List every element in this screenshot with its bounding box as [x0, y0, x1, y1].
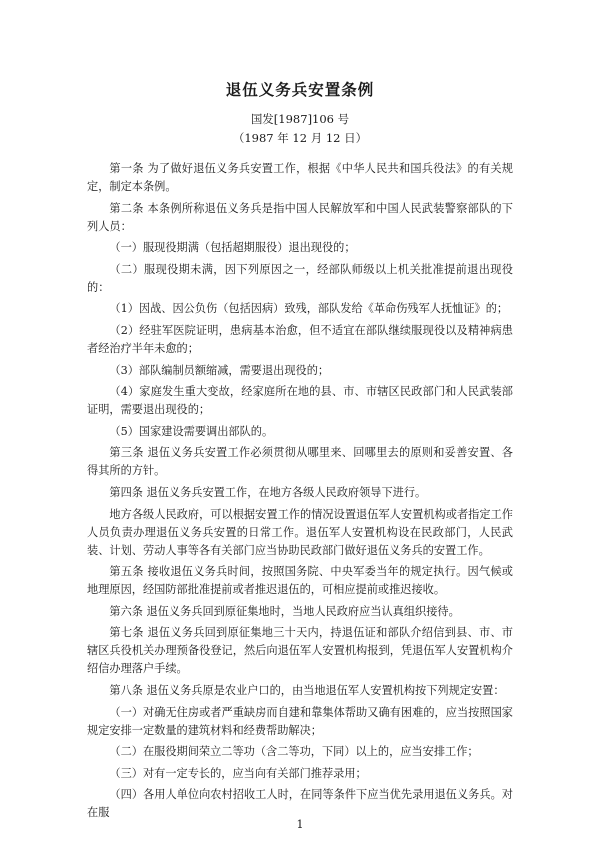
paragraph: 第一条 为了做好退伍义务兵安置工作，根据《中华人民共和国兵役法》的有关规定，制定本条例。	[87, 162, 513, 193]
paragraph: 地方各级人民政府，可以根据安置工作的情况设置退伍军人安置机构或者指定工作人员负责办理退伍义务兵安置的日常工作。退伍军人安置机构设在民政部门，人民武装、计划、劳动人事等各有关部门应当协助民政部门做好退伍义务兵的安置工作。	[87, 507, 513, 557]
paragraph: （二）在服役期间荣立二等功（含二等功，下同）以上的，应当安排工作；	[109, 745, 479, 759]
paragraph: （二）服现役期未满，因下列原因之一，经部队师级以上机关批准提前退出现役的：	[87, 262, 513, 294]
paragraph: 第六条 退伍义务兵回到原征集地时，当地人民政府应当认真组织接待。	[109, 604, 460, 618]
paragraph: （一）对确无住房或者严重缺房而自建和靠集体帮助又确有困难的，应当按照国家规定安排一定数量的建筑材料和经费帮助解决；	[87, 705, 513, 737]
paragraph: （三）对有一定专长的，应当向有关部门推荐录用；	[109, 766, 367, 780]
paragraph: （5）国家建设需要调出部队的。	[109, 424, 274, 438]
paragraph: 第三条 退伍义务兵安置工作必须贯彻从哪里来、回哪里去的原则和妥善安置、各得其所的方针。	[87, 446, 513, 478]
paragraph: （2）经驻军医院证明，患病基本治愈，但不适宜在部队继续服现役以及精神病患者经治疗半年未愈的；	[87, 323, 513, 355]
paragraph: （4）家庭发生重大变故，经家庭所在地的县、市、市辖区民政部门和人民武装部证明，需要退出现役的；	[87, 385, 513, 417]
paragraph: （四）各用人单位向农村招收工人时，在同等条件下应当优先录用退伍义务兵。对在服	[87, 788, 513, 820]
paragraph: 第四条 退伍义务兵安置工作，在地方各级人民政府领导下进行。	[109, 485, 427, 499]
document-title: 退伍义务兵安置条例	[225, 81, 375, 99]
paragraph: （1）因战、因公负伤（包括因病）致残，部队发给《革命伤残军人抚恤证》的；	[109, 302, 509, 316]
paragraph: 第五条 接收退伍义务兵时间，按照国务院、中央军委当年的规定执行。因气候或地理原因，经国防部批准提前或者推迟退伍的，可相应提前或推迟接收。	[87, 565, 513, 597]
paragraph: 第七条 退伍义务兵回到原征集地三十天内，持退伍证和部队介绍信到县、市、市辖区兵役机关办理预备役登记，然后向退伍军人安置机构报到，凭退伍军人安置机构介绍信办理落户手续。	[87, 626, 513, 676]
paragraph: 第二条 本条例所称退伍义务兵是指中国人民解放军和中国人民武装警察部队的下列人员：	[87, 201, 513, 233]
page-number: 1	[296, 818, 304, 831]
document-body	[87, 160, 513, 826]
paragraph: （一）服现役期满（包括超期服役）退出现役的；	[109, 241, 356, 255]
paragraph: （3）部队编制员额缩减，需要退出现役的；	[109, 363, 330, 377]
document-number: 国发[1987]106 号	[250, 112, 350, 126]
paragraph: 第八条 退伍义务兵原是农业户口的，由当地退伍军人安置机构按下列规定安置：	[109, 683, 505, 697]
document-date: （1987 年 12 月 12 日）	[232, 131, 368, 145]
